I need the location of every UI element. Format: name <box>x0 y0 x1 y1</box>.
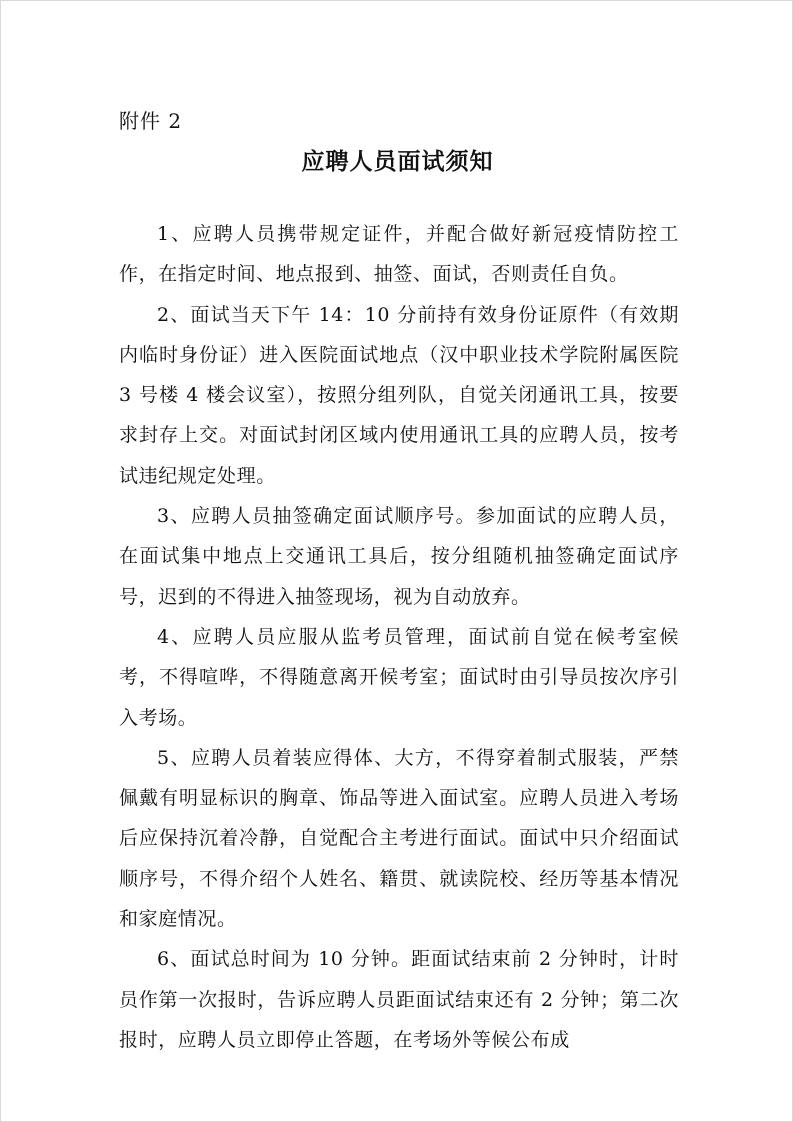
paragraph-3: 3、应聘人员抽签确定面试顺序号。参加面试的应聘人员，在面试集中地点上交通讯工具后，按分组随机抽签确定面试序号，迟到的不得进入抽签现场，视为自动放弃。 <box>119 505 679 608</box>
attachment-label: 附件 2 <box>119 109 183 133</box>
paragraph-4: 4、应聘人员应服从监考员管理，面试前自觉在候考室候考，不得喧哗，不得随意离开候考室；面试时由引导员按次序引入考场。 <box>119 625 679 729</box>
document-title: 应聘人员面试须知 <box>301 149 494 175</box>
paragraph-1: 1、应聘人员携带规定证件，并配合做好新冠疫情防控工作，在指定时间、地点报到、抽签、面试，否则责任自负。 <box>119 223 679 286</box>
paragraph-6: 6、面试总时间为 10 分钟。距面试结束前 2 分钟时，计时员作第一次报时，告诉应聘人员距面试结束还有 2 分钟；第二次报时，应聘人员立即停止答题，在考场外等候公布成 <box>119 948 679 1051</box>
paragraph-5: 5、应聘人员着装应得体、大方，不得穿着制式服装，严禁佩戴有明显标识的胸章、饰品等进入面试室。应聘人员进入考场后应保持沉着冷静，自觉配合主考进行面试。面试中只介绍面试顺序号，不得介绍个人姓名、籍贯、就读院校、经历等基本情况和家庭情况。 <box>119 746 679 931</box>
document-body <box>119 214 679 1060</box>
paragraph-2: 2、面试当天下午 14：10 分前持有效身份证原件（有效期内临时身份证）进入医院面试地点（汉中职业技术学院附属医院 3 号楼 4 楼会议室），按照分组列队，自觉关闭通讯工具，按要求封存上交。对面试封闭区域内使用通讯工具的应聘人员，按考试违纪规定处理。 <box>119 303 679 487</box>
